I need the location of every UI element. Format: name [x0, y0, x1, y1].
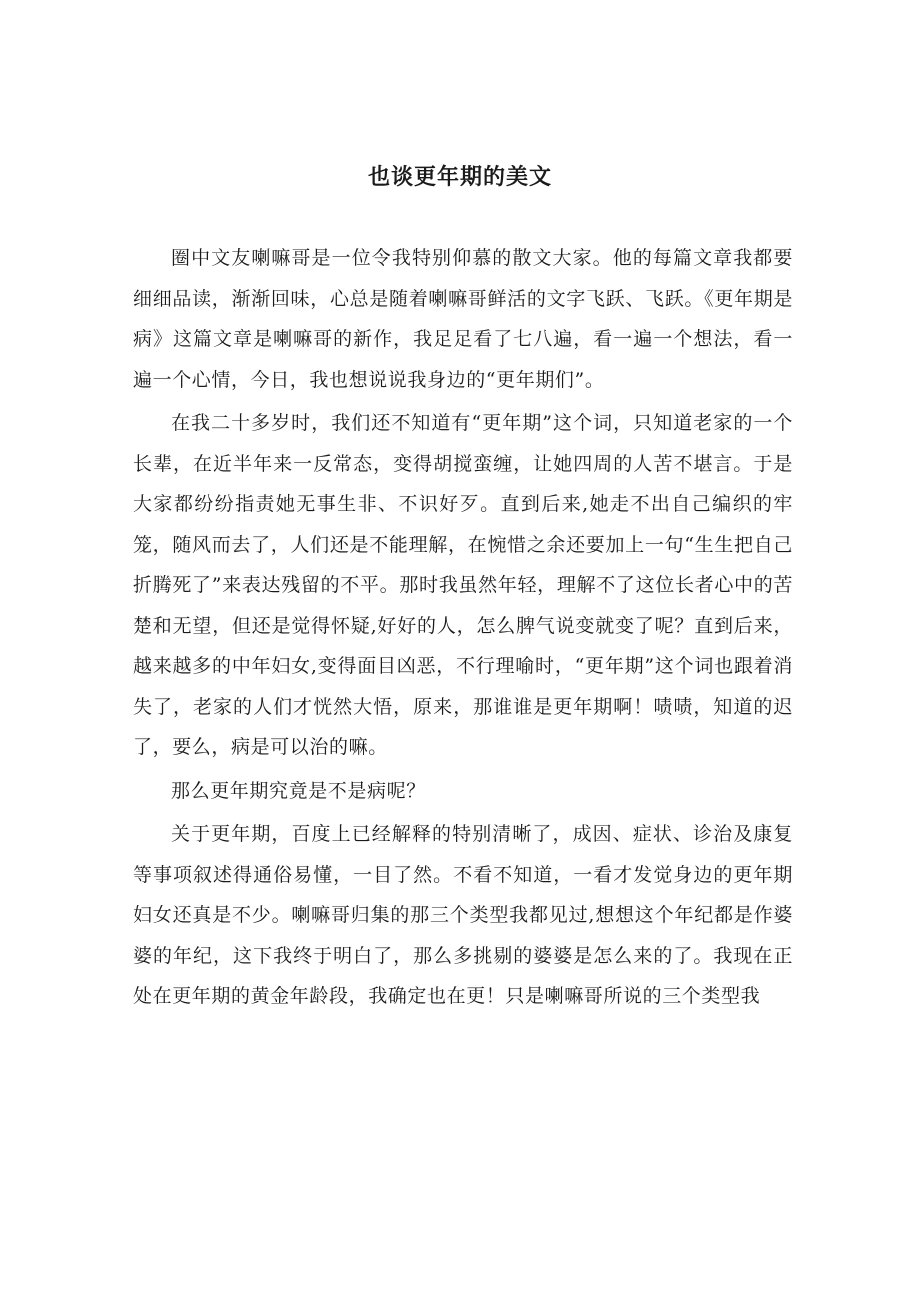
paragraph-2: 在我二十多岁时，我们还不知道有“更年期”这个词，只知道老家的一个长辈，在近半年来一反常态，变得胡搅蛮缠，让她四周的人苦不堪言。于是大家都纷纷指责她无事生非、不识好歹。直到后来,她走不出自己编织的牢笼，随风而去了，人们还是不能理解，在惋惜之余还要加上一句“生生把自己折腾死了”来表达残留的不平。那时我虽然年轻，理解不了这位长者心中的苦楚和无望，但还是觉得怀疑,好好的人，怎么脾气说变就变了呢？直到后来，越来越多的中年妇女,变得面目凶恶，不行理喻时，“更年期”这个词也跟着消失了，老家的人们才恍然大悟，原来，那谁谁是更年期啊！啧啧，知道的迟了，要么，病是可以治的嘛。 [133, 412, 793, 758]
paragraph-3: 那么更年期究竟是不是病呢？ [171, 779, 426, 802]
document-title: 也谈更年期的美文 [367, 165, 552, 190]
paragraph-4: 关于更年期，百度上已经解释的特别清晰了，成因、症状、诊治及康复等事项叙述得通俗易懂，一目了然。不看不知道，一看才发觉身边的更年期妇女还真是不少。喇嘛哥归集的那三个类型我都见过,想想这个年纪都是作婆婆的年纪，这下我终于明白了，那么多挑剔的婆婆是怎么来的了。我现在正处在更年期的黄金年龄段，我确定也在更！只是喇嘛哥所说的三个类型我 [133, 823, 793, 1007]
paragraph-1: 圈中文友喇嘛哥是一位令我特别仰慕的散文大家。他的每篇文章我都要细细品读，渐渐回味，心总是随着喇嘛哥鲜活的文字飞跃、飞跃。《更年期是病》这篇文章是喇嘛哥的新作，我足足看了七八遍，看一遍一个想法，看一遍一个心情，今日，我也想说说我身边的“更年期们”。 [133, 247, 793, 391]
document-body [133, 238, 793, 1020]
